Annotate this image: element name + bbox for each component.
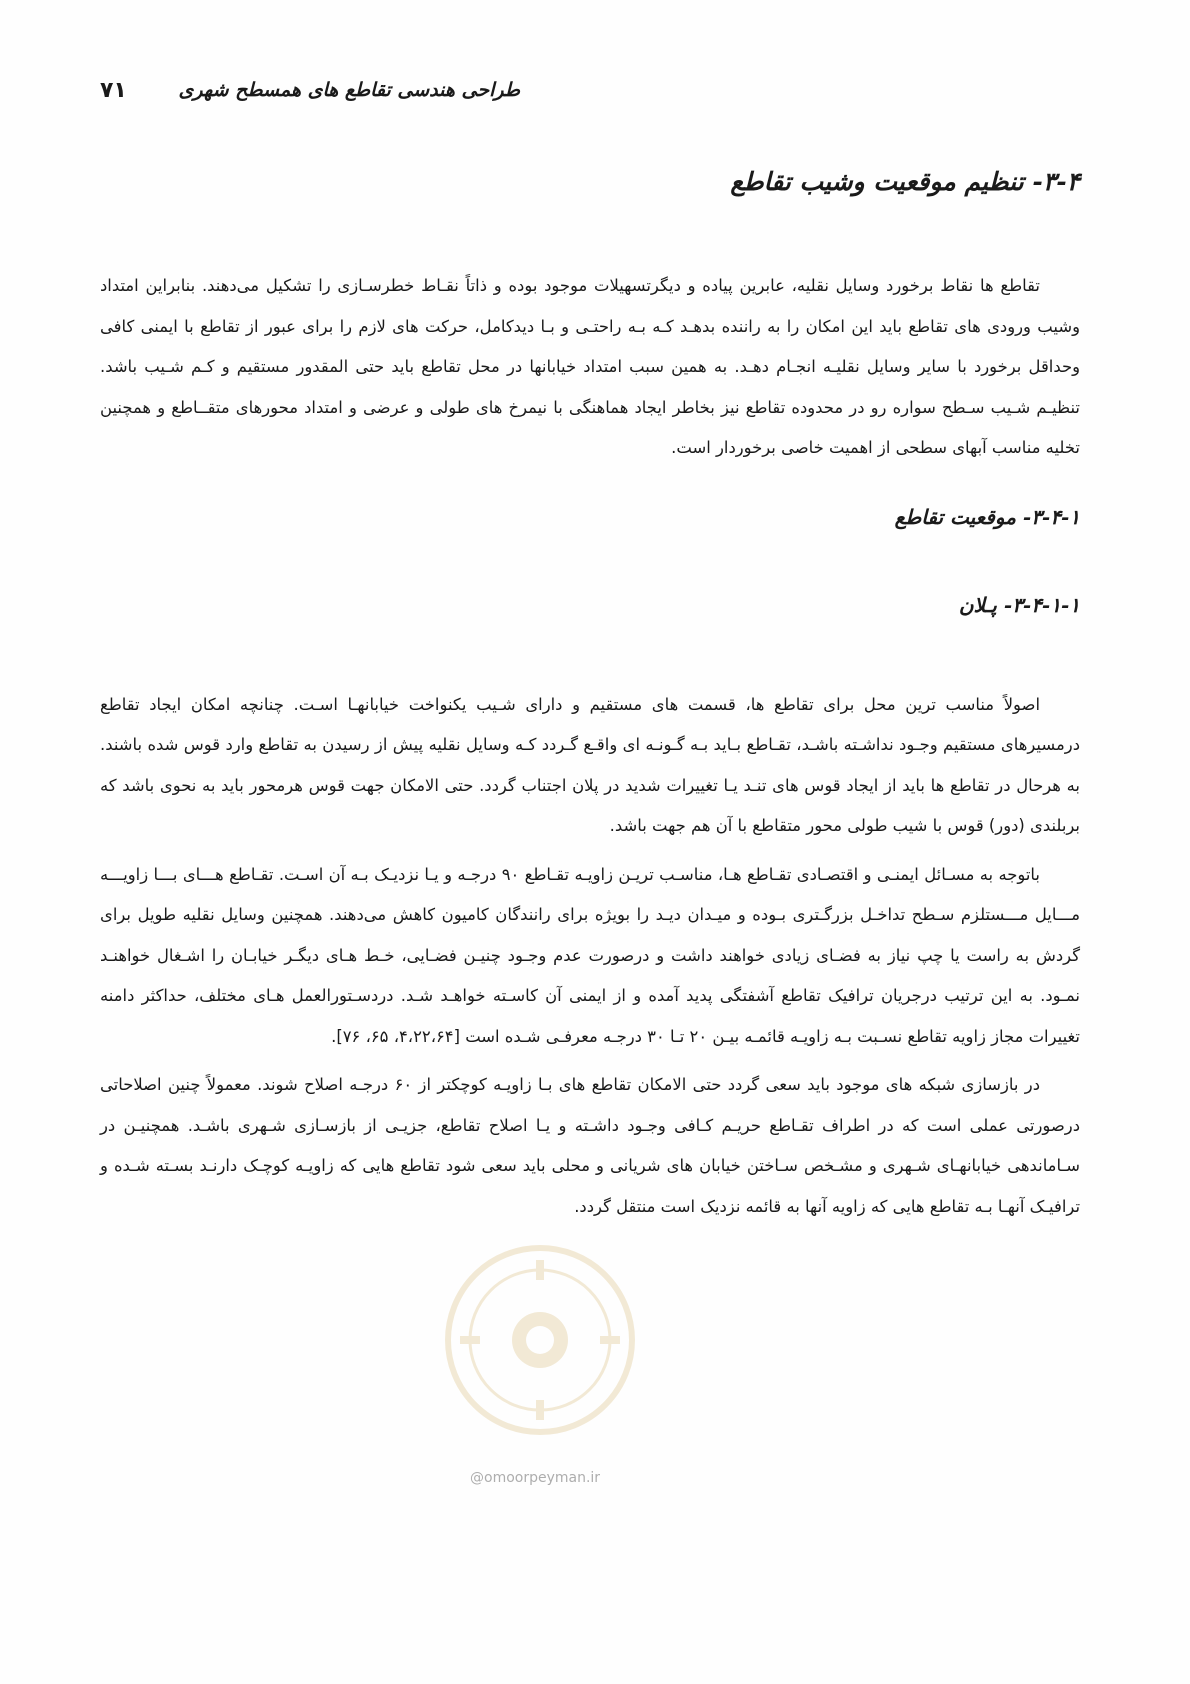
- running-header: [100, 72, 520, 108]
- body-paragraph: باتوجه به مسـائل ایمنـی و اقتصـادی تقـاطع هـا، مناسـب تریـن زاویـه تقـاطع ۹۰ درجـه و یـا نزدیـک بـه آن اسـت. تقـاطع هـــای بـــا زاویـــه مـــایل مـــستلزم سـطح تداخـل بزرگـتری بـوده و میـدان دیـد را بویژه برای رانندگان کامیون کاهش می‌دهند. همچنین وسایل نقلیه طویل برای گردش به راست یا چپ نیاز به فضـای زیادی خواهند داشت و درصورت عدم وجـود چنیـن فضـایی، خـط هـای دیگـر خیابـان را اشـغال خواهنـد نمـود. به این ترتیب درجریان ترافیک تقاطع آشفتگی پدید آمده و از ایمنی آن کاسـته خواهـد شـد. دردسـتورالعمل هـای مختلف، حداکثر دامنه تغییرات مجاز زاویه تقاطع نسـبت بـه زاویـه قائمـه بیـن ۲۰ تـا ۳۰ درجـه معرفـی شـده است [۴،۲۲،۶۴، ۶۵، ۷۶].: [100, 864, 1080, 1046]
- body-paragraph: اصولاً مناسب ترین محل برای تقاطع ها، قسمت های مستقیم و دارای شـیب یکنواخت خیابانهـا اسـت. چنانچه امکان ایجاد تقاطع درمسیرهای مستقیم وجـود نداشـته باشـد، تقـاطع بـاید بـه گـونـه ای واقـع گـردد کـه وسایل نقلیه پیش از رسیدن به تقاطع وارد قوس شده باشند. به هرحال در تقاطع ها باید از ایجاد قوس های تنـد یـا تغییرات شدید در پلان اجتناب گردد. حتی الامکان جهت قوس هرمحور باید به نحوی باشد که بربلندی (دور) قوس با شیب طولی محور متقاطع با آن هم جهت باشد.: [100, 694, 1080, 835]
- subsubsection-heading: ۳-۴-۱-۱- پـلان: [958, 592, 1080, 617]
- page-number: ۷۱: [100, 77, 127, 103]
- subsection-heading: ۳-۴-۱- موقعیت تقاطع: [894, 504, 1080, 529]
- page-content: [100, 160, 1080, 1235]
- watermark-seal-icon: [440, 1240, 640, 1440]
- running-title: طراحی هندسی تقاطع های همسطح شهری: [178, 79, 520, 101]
- section-paragraph: تقاطع ها نقاط برخورد وسایل نقلیه، عابرین پیاده و دیگرتسهیلات موجود بوده و ذاتاً نقـاط خطرسـازی را تشکیل می‌دهند. بنابراین امتداد وشیب ورودی های تقاطع باید این امکان را به راننده بدهـد کـه بـه راحتـی و بـا دیدکامل، حرکت های لازم را برای عبور از تقاطع با ایمنی کافی وحداقل برخورد با سایر وسایل نقلیـه انجـام دهـد. به همین سبب امتداد خیابانها در محل تقاطع باید حتی المقدور مستقیم و کـم شـیب باشد. تنظیـم شـیب سـطح سواره رو در محدوده تقاطع نیز بخاطر ایجاد هماهنگی با نیمرخ های طولی و عرضی و امتداد محورهای متقــاطع و همچنین تخلیه مناسب آبهای سطحی از اهمیت خاصی برخوردار است.: [100, 276, 1080, 457]
- watermark-text: @omoorpeyman.ir: [470, 1470, 601, 1486]
- body-paragraph: در بازسازی شبکه های موجود باید سعی گردد حتی الامکان تقاطع های بـا زاویـه کوچکتر از ۶۰ درجـه اصلاح شوند. معمولاً چنین اصلاحاتی درصورتی عملی است که در اطراف تقـاطع حریـم کـافی وجـود داشـته و یـا اصلاح تقاطع، جزیـی از بازسـازی شـهری باشـد. همچنیـن در سـاماندهی خیابانهـای شـهری و مشـخص سـاختن خیابان های شریانی و محلی باید سعی شود تقاطع هایی که زاویـه کوچـک دارنـد بسـته شـده و ترافیـک آنهـا بـه تقاطع هایی که زاویه آنها به قائمه نزدیک است منتقل گردد.: [100, 1075, 1080, 1216]
- section-heading: ۳-۴- تنظیم موقعیت وشیب تقاطع: [730, 167, 1080, 196]
